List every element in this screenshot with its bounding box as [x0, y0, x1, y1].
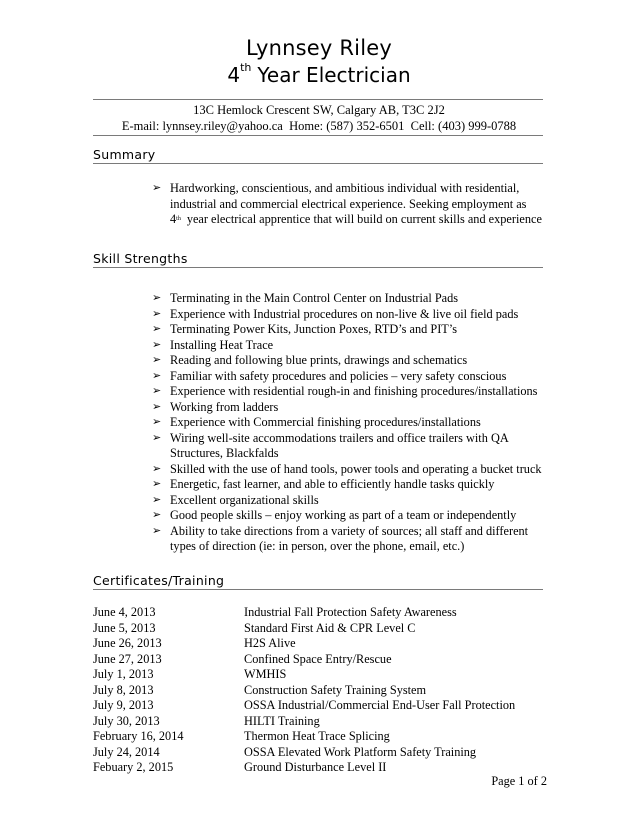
skill-item — [152, 338, 547, 354]
certificates-table — [93, 605, 543, 776]
skill-text: Experience with Industrial procedures on non-live & live oil field pads — [170, 306, 519, 321]
certificate-date: July 24, 2014 — [93, 744, 160, 759]
skills-list — [152, 291, 547, 555]
certificate-date: July 30, 2013 — [93, 713, 160, 728]
skill-text: Terminating in the Main Control Center on Industrial Pads — [170, 291, 459, 305]
certificates-heading: Certificates/Training — [93, 573, 225, 588]
summary-divider — [93, 163, 543, 164]
header-top-divider — [93, 99, 543, 100]
certificate-row — [93, 714, 543, 730]
certificate-row — [93, 636, 543, 652]
skill-item — [152, 353, 547, 369]
certificate-row — [93, 729, 543, 745]
certificate-name: OSSA Elevated Work Platform Safety Training — [244, 744, 477, 759]
arrow-bullet-icon: ➢ — [152, 323, 162, 335]
summary-text-part2: year electrical apprentice that will build on current skills and experience — [186, 212, 542, 226]
arrow-bullet-icon: ➢ — [152, 509, 162, 521]
arrow-bullet-icon: ➢ — [152, 385, 162, 397]
candidate-title — [0, 63, 638, 87]
skill-text: Wiring well-site accommodations trailers and office trailers with QA Structures, Blackfalds — [170, 430, 509, 460]
skill-text: Experience with Commercial finishing procedures/installations — [170, 415, 481, 429]
skill-text: Terminating Power Kits, Junction Poxes, RTD’s and PIT’s — [170, 322, 458, 336]
arrow-bullet-icon: ➢ — [152, 462, 162, 475]
skill-item — [152, 477, 547, 493]
certificate-date: June 26, 2013 — [93, 636, 162, 650]
skill-item — [152, 524, 547, 555]
certificates-divider — [93, 589, 543, 590]
skill-item — [152, 384, 547, 400]
certificate-date: June 5, 2013 — [93, 620, 156, 635]
certificate-row — [93, 667, 543, 683]
certificate-row — [93, 652, 543, 668]
skill-text: Reading and following blue prints, drawings and schematics — [170, 353, 468, 367]
arrow-bullet-icon: ➢ — [152, 400, 162, 413]
summary-item — [152, 181, 542, 228]
title-ordinal-suffix: th — [240, 61, 252, 74]
arrow-bullet-icon: ➢ — [152, 292, 162, 304]
certificate-name: Confined Space Entry/Rescue — [244, 651, 392, 666]
certificate-name: OSSA Industrial/Commercial End-User Fall Protection — [244, 698, 516, 712]
certificate-row — [93, 745, 543, 761]
summary-heading: Summary — [93, 147, 156, 162]
skill-item — [152, 431, 547, 462]
skill-text: Skilled with the use of hand tools, power tools and operating a bucket truck — [170, 461, 542, 476]
certificate-row — [93, 760, 543, 776]
summary-text-part1: Hardworking, conscientious, and ambitious individual with residential, industrial and commercial electrical experience. Seeking employment as 4 — [170, 181, 527, 226]
certificate-row — [93, 683, 543, 699]
candidate-name: Lynnsey Riley — [246, 36, 392, 60]
skills-divider — [93, 267, 543, 268]
header-bottom-divider — [93, 135, 543, 136]
certificate-name: Ground Disturbance Level II — [244, 760, 387, 774]
skill-text: Installing Heat Trace — [170, 337, 274, 352]
skill-text: Familiar with safety procedures and policies – very safety conscious — [170, 368, 507, 383]
skill-item — [152, 493, 547, 509]
skill-item — [152, 400, 547, 416]
skill-text: Working from ladders — [170, 399, 279, 414]
skill-item — [152, 415, 547, 431]
certificate-row — [93, 605, 543, 621]
skill-item — [152, 369, 547, 385]
arrow-bullet-icon: ➢ — [152, 338, 162, 351]
arrow-bullet-icon: ➢ — [152, 354, 162, 366]
certificate-row — [93, 698, 543, 714]
arrow-bullet-icon: ➢ — [152, 524, 162, 537]
certificate-name: Industrial Fall Protection Safety Awareness — [244, 605, 457, 619]
certificate-date: July 9, 2013 — [93, 698, 154, 712]
summary-ordinal-suffix: th — [176, 216, 181, 222]
certificate-date: July 1, 2013 — [93, 667, 154, 681]
skill-item — [152, 508, 547, 524]
arrow-bullet-icon: ➢ — [152, 307, 162, 320]
skill-item — [152, 322, 547, 338]
title-text: Year Electrician — [257, 63, 411, 87]
skill-text: Excellent organizational skills — [170, 492, 319, 507]
certificate-name: Thermon Heat Trace Splicing — [244, 729, 390, 743]
certificate-date: July 8, 2013 — [93, 682, 154, 697]
address-line: 13C Hemlock Crescent SW, Calgary AB, T3C 2J2 — [193, 103, 445, 117]
arrow-bullet-icon: ➢ — [152, 182, 162, 194]
arrow-bullet-icon: ➢ — [152, 416, 162, 428]
certificate-name: Standard First Aid & CPR Level C — [244, 620, 416, 635]
skills-heading: Skill Strengths — [93, 251, 188, 266]
arrow-bullet-icon: ➢ — [152, 369, 162, 382]
skill-item — [152, 291, 547, 307]
certificate-date: June 4, 2013 — [93, 605, 156, 619]
page-number: Page 1 of 2 — [491, 774, 547, 788]
skill-text: Ability to take directions from a variety of sources; all staff and different types of direction (ie: in person, over the phone, email, etc.) — [170, 523, 529, 553]
certificate-date: June 27, 2013 — [93, 651, 162, 666]
summary-list — [152, 181, 542, 228]
contact-line: E-mail: lynnsey.riley@yahoo.ca Home: (587) 352-6501 Cell: (403) 999-0788 — [121, 119, 517, 133]
certificate-name: WMHIS — [244, 667, 287, 681]
certificate-date: Febuary 2, 2015 — [93, 760, 174, 774]
arrow-bullet-icon: ➢ — [152, 493, 162, 506]
certificate-name: Construction Safety Training System — [244, 682, 427, 697]
arrow-bullet-icon: ➢ — [152, 478, 162, 490]
skill-text: Experience with residential rough-in and finishing procedures/installations — [170, 384, 538, 398]
skill-text: Good people skills – enjoy working as part of a team or independently — [170, 508, 517, 522]
certificate-date: February 16, 2014 — [93, 729, 184, 743]
skill-text: Energetic, fast learner, and able to efficiently handle tasks quickly — [170, 477, 495, 491]
certificate-name: HILTI Training — [244, 713, 320, 728]
arrow-bullet-icon: ➢ — [152, 431, 162, 444]
skill-item — [152, 307, 547, 323]
skill-item — [152, 462, 547, 478]
title-number: 4 — [227, 63, 241, 87]
certificate-name: H2S Alive — [244, 636, 296, 650]
certificate-row — [93, 621, 543, 637]
